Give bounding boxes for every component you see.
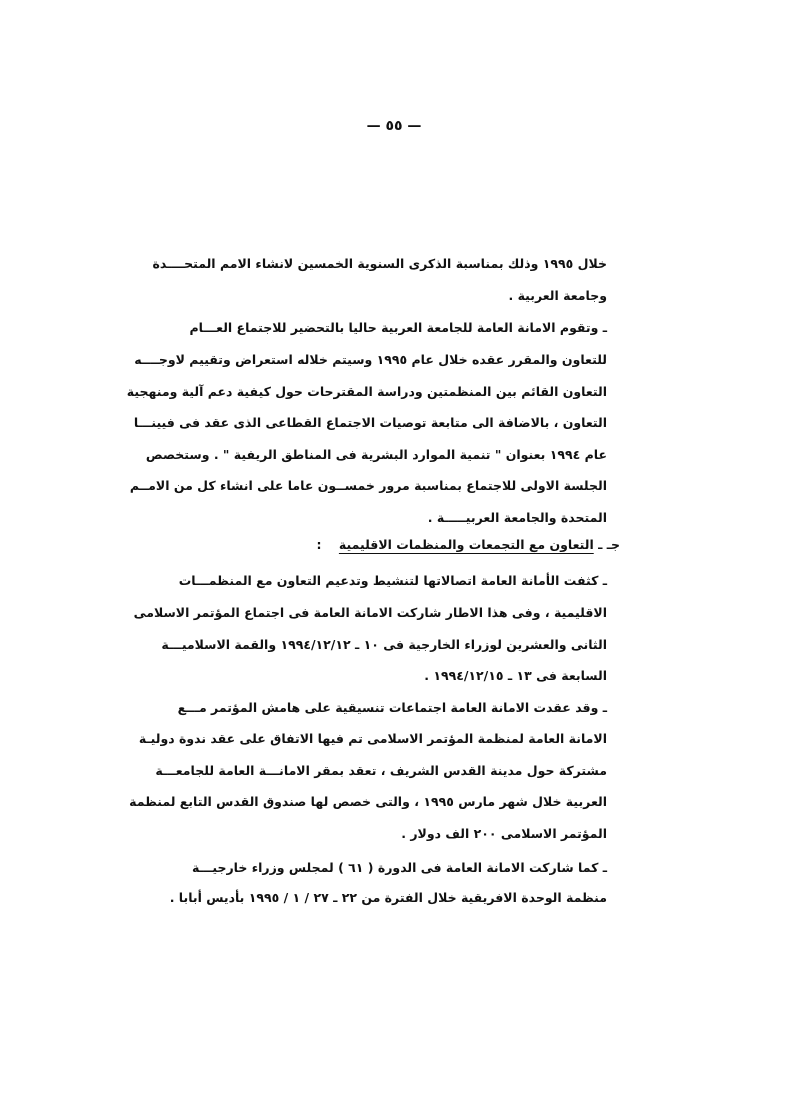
text-line: مشتركة حول مدينة القدس الشريف ، تعقد بمقر الامانـــة العامة للجامعـــة: [155, 763, 607, 778]
text-line: ـ وتقوم الامانة العامة للجامعة العربية حاليا بالتحضير للاجتماع العـــام: [189, 320, 607, 335]
text-line: العربية خلال شهر مارس ١٩٩٥ ، والتى خصص لها صندوق القدس التابع لمنظمة: [129, 794, 607, 809]
text-line: السابعة فى ١٣ ـ ١٩٩٤/١٢/١٥ .: [424, 668, 607, 683]
section-heading: [228, 537, 620, 552]
text-line: المؤتمر الاسلامى ٢٠٠ الف دولار .: [401, 826, 607, 841]
text-line: الامانة العامة لمنظمة المؤتمر الاسلامى تم فيها الاتفاق على عقد ندوة دوليـة: [138, 731, 607, 746]
heading-text: التعاون مع التجمعات والمنظمات الاقليمية: [338, 537, 594, 552]
text-line: ـ كثفت الأمانة العامة اتصالاتها لتنشيط وتدعيم التعاون مع المنظمـــات: [178, 573, 607, 588]
heading-suffix: :: [316, 537, 322, 552]
text-line: عام ١٩٩٤ بعنوان " تنمية الموارد البشرية فى المناطق الريفية " . وستخصص: [145, 447, 607, 462]
text-line: للتعاون والمقرر عقده خلال عام ١٩٩٥ وسيتم خلاله استعراض وتقييم لاوجــــه: [134, 352, 607, 367]
text-line: الاقليمية ، وفى هذا الاطار شاركت الامانة العامة فى اجتماع المؤتمر الاسلامى: [133, 605, 607, 620]
heading-prefix: جـ ـ: [598, 537, 620, 552]
text-line: ـ كما شاركت الامانة العامة فى الدورة ( ٦١ ) لمجلس وزراء خارجيـــة: [191, 860, 607, 875]
text-line: الثانى والعشرين لوزراء الخارجية فى ١٠ ـ ١٩٩٤/١٢/١٢ والقمة الاسلاميـــة: [161, 637, 607, 652]
text-line: خلال ١٩٩٥ وذلك بمناسبة الذكرى السنوية الخمسين لانشاء الامم المتحــــدة: [152, 256, 607, 271]
text-line: الجلسة الاولى للاجتماع بمناسبة مرور خمســون عاما على انشاء كل من الامــم: [129, 478, 607, 493]
text-line: التعاون القائم بين المنظمتين ودراسة المقترحات حول كيفية دعم آلية ومنهجية: [126, 384, 607, 399]
text-line: وجامعة العربية .: [508, 288, 607, 303]
text-line: ـ وقد عقدت الامانة العامة اجتماعات تنسيقية على هامش المؤتمر مـــع: [177, 700, 607, 715]
text-line: المتحدة والجامعة العربيـــــة .: [427, 510, 607, 525]
page-number: — ٥٥ —: [366, 118, 422, 134]
text-line: منظمة الوحدة الافريقية خلال الفترة من ٢٢ ـ ٢٧ / ١ / ١٩٩٥ بأديس أبابا .: [169, 890, 607, 905]
text-line: التعاون ، بالاضافة الى متابعة توصيات الاجتماع القطاعى الذى عقد فى فيينـــا: [133, 415, 607, 430]
